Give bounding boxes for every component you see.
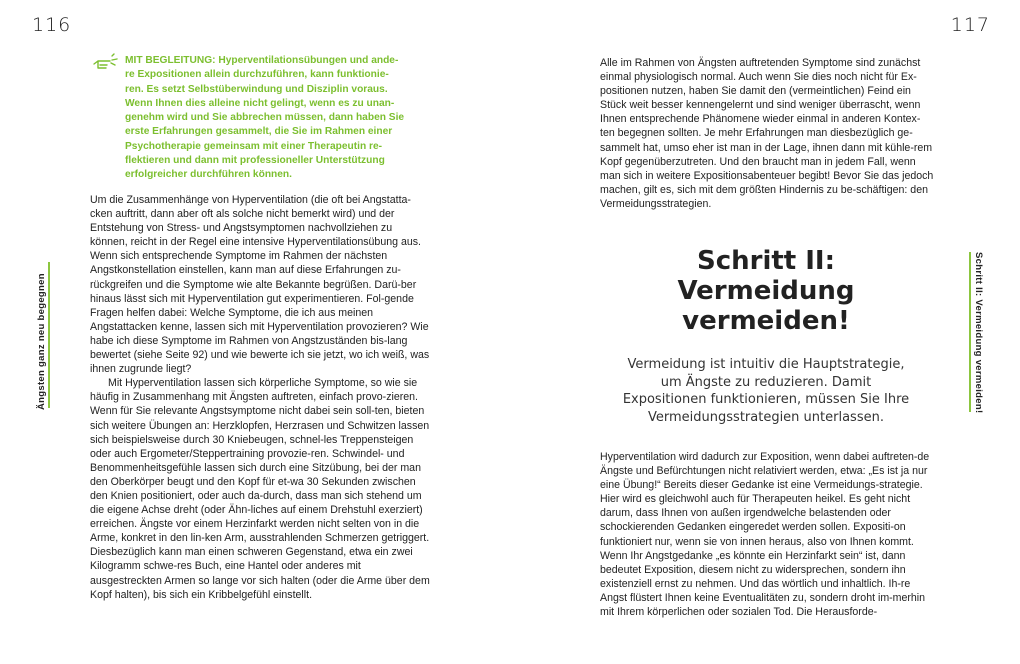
lead-line: um Ängste zu reduzieren. Damit (660, 374, 872, 390)
heading-line: Schritt II: (696, 246, 836, 276)
page-number-right: 117 (950, 14, 990, 36)
note-line: Psychotherapie gemeinsam mit einer Therapeutin re- (125, 140, 383, 152)
section-heading (640, 246, 892, 336)
page-number-left: 116 (32, 14, 72, 36)
note-line: ren. Es setzt Selbstüberwindung und Disziplin voraus. (125, 83, 388, 95)
body-paragraph: Alle im Rahmen von Ängsten auftretenden Symptome sind zunächst einmal physiologisch normal. Auch wenn Sie dies noch nicht für Ex-positionen nutzen, haben Sie damit den (vermeintlichen) Feind ein Stück weit besser kennengelernt und sind weniger überrascht, wenn Ihnen entsprechende Phänomene wieder einmal in anderen Kontex-ten begegnen sollten. Je mehr Erfahrungen man diesbezüglich ge-sammelt hat, umso eher ist man in der Lage, ihnen dann mit kühle-rem Kopf gegenüberzutreten. Und den braucht man in jedem Fall, wenn man sich in weitere Expositionsabenteuer begibt! Bevor Sie das jedoch machen, gilt es, sich mit dem größten Hindernis zu be-schäftigen: den Vermeidungsstrategien. (600, 57, 934, 210)
right-body-text-top (600, 56, 935, 211)
note-line: Wenn Ihnen dies alleine nicht gelingt, wenn es zu unan- (125, 97, 395, 109)
note-line: re Expositionen allein durchzuführen, kann funktionie- (125, 69, 389, 81)
heading-line: vermeiden! (682, 306, 850, 336)
left-body-text (90, 193, 430, 602)
note-line: erfolgreicher durchführen können. (125, 169, 292, 181)
lead-line: Vermeidung ist intuitiv die Hauptstrategie, (627, 357, 905, 372)
side-tab-left-label: Ängsten ganz neu begegnen (36, 273, 47, 410)
pointing-hand-icon (92, 52, 120, 72)
side-tab-right-label: Schritt II: Vermeidung vermeiden! (973, 252, 984, 414)
heading-line: Vermeidung (677, 276, 855, 306)
highlight-note (125, 54, 425, 183)
note-line: flektieren und dann mit professioneller Unterstützung (125, 155, 385, 167)
note-line: erste Erfahrungen gesammelt, die Sie im Rahmen einer (125, 126, 393, 138)
lead-line: Expositionen funktionieren, müssen Sie Ihre (622, 392, 910, 407)
side-tab-left (36, 262, 50, 410)
side-tab-left-rule (48, 262, 50, 408)
note-line: MIT BEGLEITUNG: Hyperventilationsübungen und ande- (125, 55, 399, 66)
lead-line: Vermeidungsstrategien unterlassen. (648, 409, 884, 425)
lead-text (616, 356, 916, 426)
side-tab-right (970, 252, 984, 414)
body-paragraph: Mit Hyperventilation lassen sich körperliche Symptome, so wie sie häufig in Zusammenhang mit Ängsten auftreten, einfach provo-zieren. Wenn für Sie relevante Angstsymptome nicht dabei sein soll-ten, bieten sich weitere Übungen an: Herzklopfen, Herzrasen und Schwitzen lassen sich beispielsweise durch 30 Kniebeugen, schnel-les Treppensteigen oder auch Ergometer/Steppertraining provozie-ren. Schwindel- und Benommenheitsgefühle lassen sich durch eine Sitzübung, bei der man den Oberkörper beugt und den Kopf für et-wa 30 Sekunden zwischen den Knien positioniert, oder auch da-durch, dass man sich stehend um die eigene Achse dreht (oder Ähn-liches auf einem Drehstuhl exerziert) erreichen. Ängste vor einem Herzinfarkt werden nicht selten von in die Arme, konkret in den lin-ken Arm, ausstrahlenden Schmerzen getriggert. Diesbezüglich kann man einen schweren Gegenstand, etwa ein zwei Kilogramm schwe-res Buch, eine Hantel oder anderes mit ausgestreckten Armen so lange vor sich halten (oder die Arme über dem Kopf halten), bis sich ein Kribbelgefühl einstellt. (90, 377, 430, 601)
side-tab-right-rule (969, 252, 971, 412)
body-paragraph: Hyperventilation wird dadurch zur Exposition, wenn dabei auftreten-de Ängste und Befürchtungen nicht relativiert werden, etwa: „Es ist ja nur eine Übung!“ Bereits dieser Gedanke ist eine Vermeidungs-strategie. Hier wird es gleichwohl auch für Therapeuten heikel. Es geht nicht darum, dass Ihnen von außen irgendwelche belastenden oder schockierenden Gedanken eingeredet werden sollen. Expositi-on funktioniert nur, wenn sie von innen heraus, also von Ihnen kommt. Wenn Ihr Angstgedanke „es könnte ein Herzinfarkt sein“ ist, dann bedeutet Exposition, diesem nicht zu widersprechen, sondern ihn existenziell ernst zu nehmen. Und das wörtlich und inhaltlich. Ih-re Angst flüstert Ihnen keine Eventualitäten zu, sondern droht im-merhin mit Ihrem körperlichen oder sozialen Tod. Die Herausforde- (600, 451, 930, 619)
right-body-text-bottom (600, 450, 935, 619)
note-line: genehm wird und Sie abbrechen müssen, dann haben Sie (125, 112, 405, 124)
body-paragraph: Um die Zusammenhänge von Hyperventilation (die oft bei Angstatta-cken auftritt, dann aber oft als solche nicht bemerkt wird) und der Entstehung von Stress- und Angstsymptomen nachvollziehen zu können, reicht in der Regel eine intensive Hyperventilationsübung aus. Wenn sich entsprechende Symptome im Rahmen der nächsten Angstkonstellation einstellen, kann man auf diese Erfahrungen zu-rückgreifen und die Symptome wie alte Bekannte begrüßen. Darü-ber hinaus lässt sich mit Hyperventilation gut experimentieren. Fol-gende Fragen helfen dabei: Welche Symptome, die ich aus meinen Angstattacken kenne, lassen sich mit Hyperventilation provozieren? Wie habe ich diese Symptome im Rahmen von Angstzuständen bis-lang bewertet (siehe Seite 92) und wie bewerte ich sie jetzt, wo ich weiß, was ihnen zugrunde liegt? (90, 194, 430, 376)
